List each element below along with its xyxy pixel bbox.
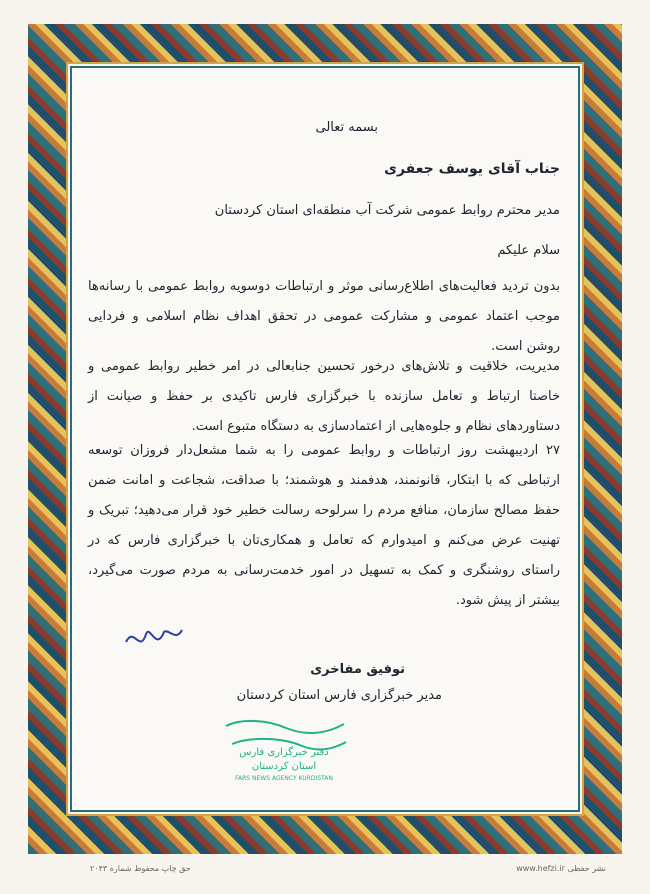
recipient-title: مدیر محترم روابط عمومی شرکت آب منطقه‌ای استان کردستان <box>214 203 560 218</box>
signature-icon <box>116 618 186 658</box>
footer-right-text: www.hefzi.ir نشر حفظی <box>516 864 606 873</box>
footer-left-text: حق چاپ محفوظ شماره ۲۰۴۳ <box>90 864 191 873</box>
letter-content <box>88 112 560 832</box>
paragraph-3: ۲۷ اردیبهشت روز ارتباطات و روابط عمومی را به شما مشعل‌دار فروزان توسعه ارتباطی که با ابتکار، قانونمند، هدفمند و هوشمند؛ با صداقت، شجاعت و امانت ضمن حفظ مصالح سازمان، منافع مردم را سرلوحه رسالت خطیر خود قرار می‌دهید؛ تبریک و تهنیت عرض می‌کنم و امیدوارم که تعامل و همکاری‌تان با خبرگزاری فارس که در راستای روشنگری و کمک به تسهیل در امور خدمت‌رسانی به مردم صورت می‌گیرد، بیشتر از پیش شود. <box>88 443 560 608</box>
greeting: سلام علیکم <box>497 243 560 258</box>
letter-heading: بسمه تعالی <box>315 120 378 135</box>
paragraph-1: بدون تردید فعالیت‌های اطلاع‌رسانی موثر و ارتباطات دوسویه روابط عمومی با رسانه‌ها موجب اعتماد عمومی و مشارکت عمومی در تحقق اهداف نظام اسلامی و فردایی روشن است. <box>88 279 560 354</box>
stamp-text-1: دفتر خبرگزاری فارس <box>239 747 329 758</box>
stamp-icon <box>214 716 354 782</box>
stamp-text-3: FARS NEWS AGENCY KURDISTAN <box>235 775 333 782</box>
signer-title: مدیر خبرگزاری فارس استان کردستان <box>236 688 442 703</box>
paragraph-2: مدیریت، خلاقیت و تلاش‌های درخور تحسین جنابعالی در امر خطیر روابط عمومی و خاصتا ارتباط و تعامل سازنده با خبرگزاری فارس تاکیدی بر حفظ و صیانت از دستاوردهای نظام و جلوه‌هایی از اعتمادسازی به دستگاه متبوع است. <box>88 359 560 434</box>
recipient-name: جناب آقای یوسف جعفری <box>384 161 560 177</box>
signer-name: توفیق مفاخری <box>310 662 405 677</box>
stamp-text-2: استان کردستان <box>251 761 317 772</box>
